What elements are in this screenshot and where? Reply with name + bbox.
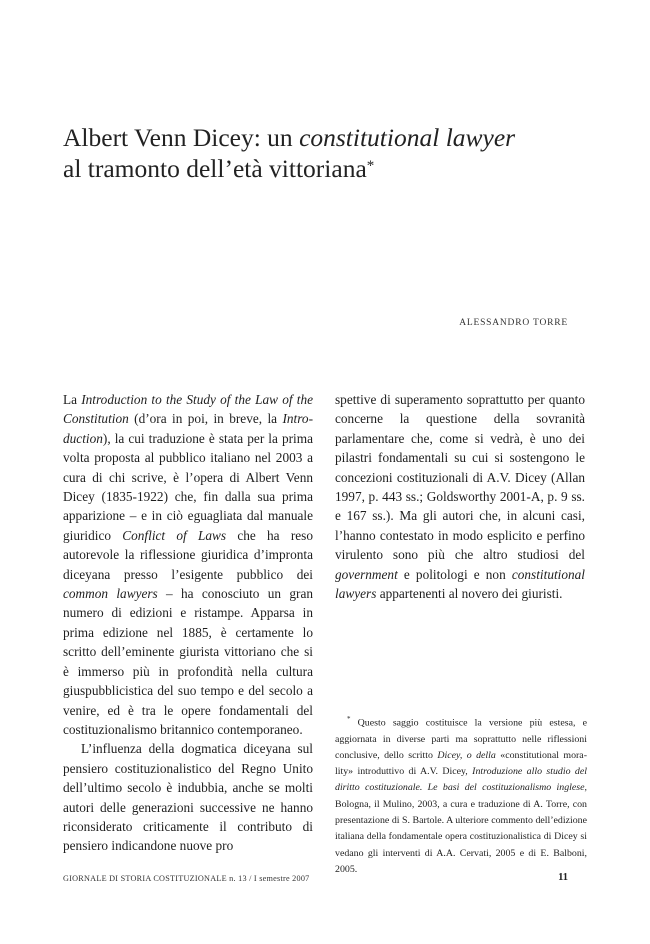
italic-text: constitutional lawyers: [335, 566, 585, 602]
text-run: – ha conosciuto un gran numero di edizioni e ristampe. Apparsa in prima edizione nel 1885, è certamente lo scritto dell’eminente giurista vittoriano che si è immerso più in profondità nella cultura giuspubblicistica del suo tempo e del secolo a venire, ed è tra le opere fondamentali del costituzionalismo britannico contemporaneo.: [63, 586, 313, 737]
text-run: «constitutional morality» introduttivo di A.V. Dicey,: [335, 749, 587, 778]
text-run: che ha reso autorevole la riflessione giuridica d’impronta diceyana presso l’esigente pubblico dei: [63, 527, 313, 582]
title-footnote-marker[interactable]: *: [366, 158, 375, 174]
footnote: [335, 711, 587, 878]
paragraph: [63, 390, 313, 739]
italic-text: government: [335, 566, 398, 582]
text-run: La: [63, 392, 82, 407]
text-run: appartenenti al novero dei giuristi.: [376, 586, 563, 602]
italic-text: Introduction: [63, 411, 313, 446]
text-run: e politologi e non: [397, 566, 512, 582]
running-footer: GIORNALE DI STORIA COSTITUZIONALE n. 13 / I semestre 2007: [63, 874, 310, 883]
author-name: ALESSANDRO TORRE: [459, 318, 568, 328]
italic-text: Introduzione allo studio del diritto costituzionale. Le basi del costituzionalismo inglese: [335, 766, 587, 794]
footnote-marker: *: [347, 715, 351, 723]
title-line-1: [63, 122, 623, 153]
footnote-text: [335, 711, 587, 878]
text-run: spettive di superamento soprattutto per quanto concerne la questione della sovranità parlamentare che, come si vedrà, è uno dei pilastri fondamentali su cui si sostengono le concezioni costituzionali di A.V. Dicey (Allan 1997, p. 443 ss.; Goldsworthy 2001-A, p. 9 ss. e 167 ss.). Ma gli autori che, in alcuni casi, l’hanno contestato in modo esplicito e perfino virulento sono più che altro studiosi del: [335, 392, 585, 563]
page-number: 11: [558, 872, 568, 883]
title-text: Albert Venn Dicey: un: [63, 123, 300, 152]
text-run: ), la cui traduzione è stata per la prima volta proposta al pubblico italiano nel 2003 a cura di chi scrive, è l’opera di Albert Venn Dicey (1835-1922) che, fin dalla sua prima apparizione – e in ciò eguagliata dal manuale giuridico: [63, 430, 313, 543]
footnote-body: [335, 717, 587, 875]
italic-text: Conflict of Laws: [122, 527, 227, 543]
left-column: [63, 390, 313, 856]
title-italic: constitutional lawyer: [299, 123, 516, 152]
text-run: Questo saggio costituisce la versione più estesa, e aggiornata in diverse parti ma soprattutto nelle riflessioni conclusive, dello scritto: [335, 717, 587, 761]
italic-text: Introduction to the Study of the Law of the Constitution: [63, 392, 314, 427]
paragraph: L’influenza della dogmatica diceyana sul pensiero costituzionalistico del Regno Unito dell’ultimo secolo è indubbia, anche se molti autori delle generazioni successive ne hanno riconsiderato criticamente il contributo di pensiero indicandone nuove pro: [63, 741, 313, 854]
article-title: [63, 122, 623, 184]
text-run: , Bologna, il Mulino, 2003, a cura e traduzione di A. Torre, con presentazione di S. Bartole. A ulteriore commento dell’edizione italiana della fondamentale opera costituzionalistica di Dicey si vedano gli interventi di A.A. Cervati, 2005 e di E. Balboni, 2005.: [335, 782, 587, 875]
right-column: [335, 390, 585, 603]
italic-text: Dicey, o della: [437, 749, 496, 761]
italic-text: common lawyers: [63, 586, 158, 602]
title-line-2: [63, 153, 623, 184]
text-run: (d’ora in poi, in breve, la: [128, 411, 283, 427]
title-text: al tramonto dell’età vittoriana: [63, 154, 367, 183]
paragraph: [335, 390, 585, 603]
